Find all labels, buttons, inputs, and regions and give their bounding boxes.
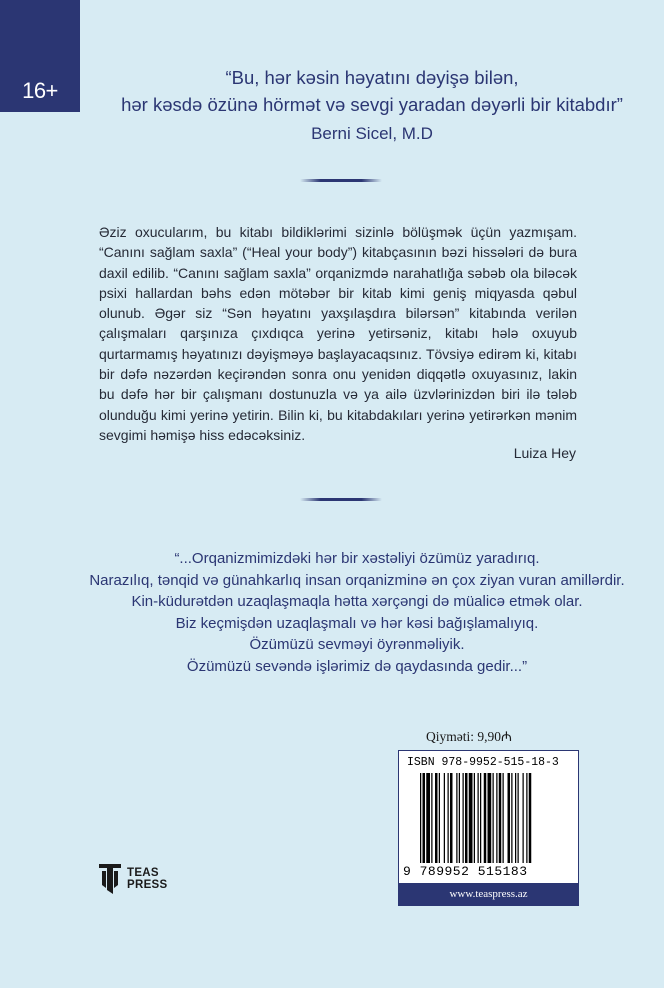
letter-author: Luiza Hey [513, 445, 576, 461]
top-quote-line-2: hər kəsdə özünə hörmət və sevgi yaradan dəyərli bir kitabdır” [121, 94, 623, 115]
divider [300, 498, 382, 501]
barcode-panel [398, 750, 579, 906]
publisher-name-line-2: PRESS [127, 879, 168, 891]
publisher-name-line-1: TEAS [127, 867, 159, 879]
bottom-quote-line: “...Orqanizmimizdəki hər bir xəstəliyi özümüz yaradırıq. [174, 550, 540, 567]
bottom-quote-line: Özümüzü sevəndə işlərimiz də qaydasında gedir...” [186, 657, 528, 675]
price-label: Qiymәti: 9,90₼ [426, 729, 512, 744]
teas-press-logo-icon [99, 864, 121, 894]
ean-digits: 9 789952 515183 [403, 864, 528, 879]
age-rating-band [0, 0, 80, 112]
publisher-name [127, 867, 168, 891]
website-label: www.teaspress.az [399, 883, 578, 905]
isbn-number: ISBN 978-9952-515-18-3 [407, 756, 559, 769]
top-quote [80, 64, 664, 118]
bottom-quote [70, 548, 644, 678]
divider [300, 179, 382, 182]
bottom-quote-line: Özümüzü sevməyi öyrənməliyik. [249, 636, 465, 654]
bottom-quote-line: Narazılıq, tənqid və günahkarlıq insan orqanizminə ən çox ziyan vuran amillərdir. [89, 571, 625, 589]
author-letter: Əziz oxucularım, bu kitabı bildiklərimi sizinlə bölüşmək üçün yazmışam. “Canını sağlam saxla” (“Heal your body”) kitabçasının bəzi hissələri də bura daxil edilib. “Canını sağlam saxla” orqanizmdə narahatlığa səbəb ola biləcək psixi hallardan bəhs edən mötəbər bir kitab kimi geniş miqyasda qəbul olunub. Əgər siz “Sən həyatını yaxşılaşdıra bilərsən” kitabında verilən çalışmaları qarşınıza çıxdıqca yerinə yetirsəniz, kitabı hələ oxuyub qurtarmamış həyatınızı dəyişməyə başlayacaqsınız. Tövsiyə edirəm ki, kitabı bir dəfə nəzərdən keçirəndən sonra onu yenidən diqqətlə oxuyasınız, lakin bu dəfə hər bir çalışmanı dostunuzla və ya ailə üzvlərinizdən biri ilə tələb olunduğu kimi yerinə yetirin. Bilin ki, bu kitabdakıları yerinə yetirərkən mənim sevgimi həmişə hiss edəcəksiniz. [99, 224, 577, 443]
publisher-logo [99, 864, 168, 894]
top-quote-line-1: “Bu, hər kəsin həyatını dəyişə bilən, [225, 67, 519, 88]
top-quote-author: Berni Sicel, M.D [311, 124, 433, 143]
age-rating: 16+ [22, 78, 58, 103]
bottom-quote-line: Kin-küdurətdən uzaqlaşmaqla hətta xərçəngi də müalicə etmək olar. [131, 593, 583, 611]
bottom-quote-line: Biz keçmişdən uzaqlaşmalı və hər kəsi bağışlamalıyıq. [175, 614, 539, 632]
barcode-icon [420, 773, 570, 863]
